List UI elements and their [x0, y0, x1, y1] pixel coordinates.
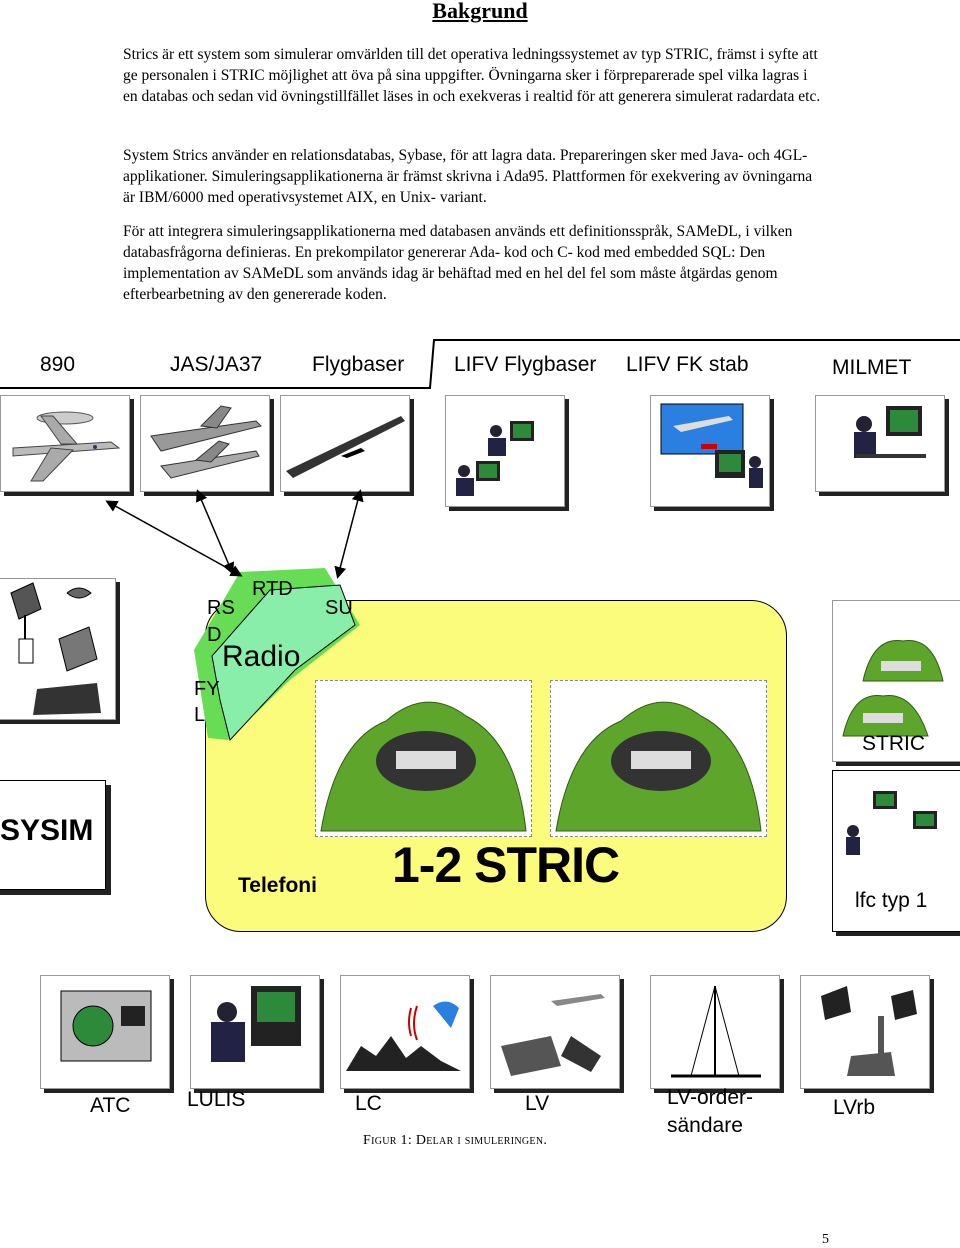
radio-fy-label: FY — [194, 678, 220, 700]
jas-fighters-picture — [140, 395, 270, 492]
label-lvrb: LVrb — [833, 1096, 876, 1119]
label-flygbaser: Flygbaser — [312, 353, 405, 376]
radio-rs-label: RS — [207, 597, 235, 619]
page-heading: Bakgrund — [432, 0, 528, 23]
radar-stations-picture — [0, 578, 116, 720]
label-lv-order-line-2: sändare — [667, 1114, 743, 1137]
lulis-picture — [190, 975, 320, 1089]
runway-picture — [280, 395, 410, 492]
lfc-label: lfc typ 1 — [855, 889, 928, 912]
paragraph-1: Strics är ett system som simulerar omvärlden till det operativa ledningssystemet av typ STRIC, främst i syfte att ge personalen i STRIC möjlighet att öva på sina uppgifter. Övningarna sker i förpreparerade spel vilka lagras i en databas och sedan vid övningstillfället läses in och exekveras i realtid för att generera simulerat radardata etc. — [123, 46, 821, 105]
figure-caption: Figur 1: Delar i simuleringen. — [363, 1133, 548, 1148]
label-milmet: MILMET — [832, 356, 912, 379]
label-atc: ATC — [90, 1094, 131, 1117]
label-lv: LV — [525, 1092, 550, 1115]
label-lv-order-line-1: LV-order- — [667, 1086, 753, 1109]
radio-arrows — [90, 480, 390, 590]
forest-bunker-1-picture — [315, 680, 532, 837]
radio-l-label: L — [194, 704, 206, 726]
lvrb-picture — [800, 975, 930, 1089]
big-stric-label: 1-2 STRIC — [392, 837, 620, 893]
radio-title: Radio — [222, 640, 301, 673]
label-lulis: LULIS — [187, 1088, 246, 1111]
stric-label: STRIC — [862, 732, 925, 755]
page-number: 5 — [822, 1232, 829, 1247]
lc-picture — [340, 975, 470, 1089]
paragraph-3: För att integrera simuleringsapplikationerna med databasen används ett definitionsspråk, SAMeDL, i vilken databasfrågorna definieras. En prekompilator genererar Ada- kod och C- kod med embedded SQL: Den implementation av SAMeDL som används idag är behäftad med en hel del fel som måste åtgärdas genom efterbearbetning av den genererade koden. — [123, 223, 793, 303]
telefoni-label: Telefoni — [238, 874, 317, 897]
label-lc: LC — [355, 1092, 382, 1115]
label-lifv-flygbaser: LIFV Flygbaser — [454, 353, 597, 376]
milmet-operator-picture — [815, 395, 945, 492]
paragraph-2: System Strics använder en relationsdatabas, Sybase, för att lagra data. Prepareringen sker med Java- och 4GL- applikationer. Simuleringsapplikationerna är främst skrivna i Ada95. Plattformen för exekvering av övningarna är IBM/6000 med operativsystemet AIX, en Unix- variant. — [123, 147, 813, 206]
sysim-label: SYSIM — [0, 814, 94, 847]
lv-picture — [490, 975, 620, 1089]
lv-ordersandare-picture — [650, 975, 780, 1089]
forest-bunker-2-picture — [550, 680, 767, 837]
label-890: 890 — [40, 353, 76, 376]
awacs-plane-picture — [0, 395, 130, 492]
radio-d-label: D — [207, 624, 222, 646]
radio-rtd-label: RTD — [252, 578, 293, 600]
atc-picture — [40, 975, 170, 1089]
label-lifv-fk-stab: LIFV FK stab — [626, 353, 749, 376]
fk-stab-picture — [650, 395, 770, 507]
label-jas: JAS/JA37 — [170, 353, 263, 376]
radio-su-label: SU — [325, 597, 353, 619]
flygbaser-operators-picture — [445, 395, 565, 507]
